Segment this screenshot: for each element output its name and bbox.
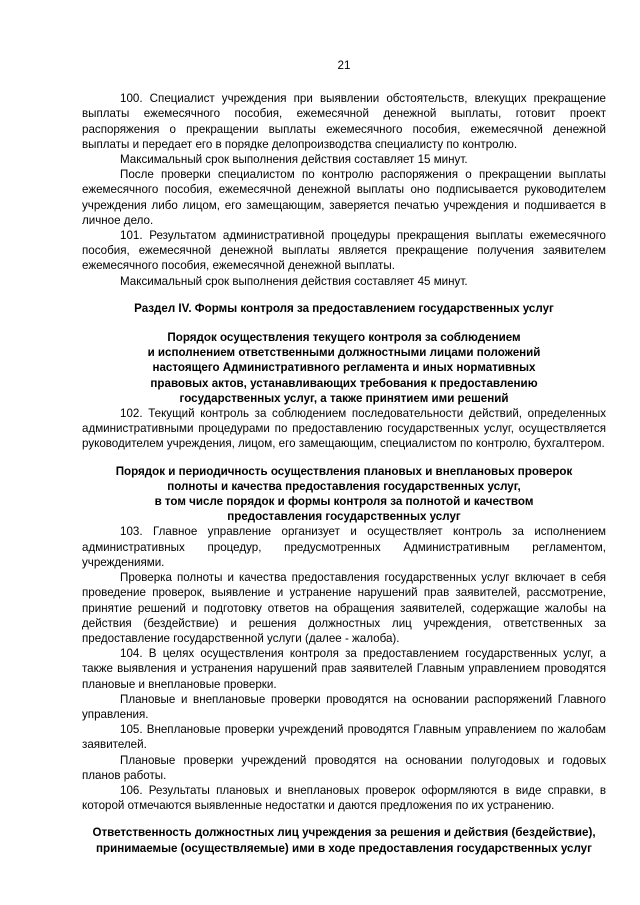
- subheading-line: и исполнением ответственными должностными лицами положений: [147, 346, 541, 360]
- subheading-inspections: [82, 464, 606, 525]
- subheading-line: правовых актов, устанавливающих требования к предоставлению: [150, 376, 538, 390]
- subheading-line: Порядок осуществления текущего контроля за соблюдением: [167, 331, 521, 345]
- subheading-responsibility: [82, 825, 606, 855]
- paragraph-104-orders: Плановые и внеплановые проверки проводятся на основании распоряжений Главного управления.: [82, 692, 606, 721]
- subheading-line: настоящего Административного регламента и иных нормативных: [152, 361, 536, 375]
- subheading-line: предоставления государственных услуг: [227, 510, 461, 524]
- paragraph-103: 103. Главное управление организует и осуществляет контроль за исполнением административных процедур, предусмотренных Административным регламентом, учреждениями.: [82, 525, 606, 569]
- paragraph-105-plans: Плановые проверки учреждений проводятся на основании полугодовых и годовых планов работы.: [82, 753, 606, 782]
- subheading-current-control: [82, 330, 606, 406]
- paragraph-105: 105. Внеплановые проверки учреждений проводятся Главным управлением по жалобам заявителей.: [82, 723, 606, 752]
- paragraph-103-checks: Проверка полноты и качества предоставления государственных услуг включает в себя проведение проверок, выявление и устранение нарушений прав заявителей, рассмотрение, принятие решений и подготовку ответов на обращения заявителей, содержащие жалобы на действия (бездействие) и решения должностных лиц учреждения, ответственных за предоставление государственной услуги (далее - жалоба).: [82, 571, 606, 645]
- subheading-line: принимаемые (осуществляемые) ими в ходе предоставления государственных услуг: [96, 841, 592, 855]
- paragraph-100-signing: После проверки специалистом по контролю распоряжения о прекращении выплаты ежемесячного пособия, ежемесячной денежной выплаты оно подписывается руководителем учреждения либо лицом, его замещающим, заверяется печатью учреждения и подшивается в личное дело.: [82, 168, 606, 227]
- paragraph-100-deadline: Максимальный срок выполнения действия составляет 15 минут.: [120, 153, 468, 167]
- paragraph-104: 104. В целях осуществления контроля за предоставлением государственных услуг, а также выявления и устранения нарушений прав заявителей Главным управлением проводятся плановые и внеплановые проверки.: [82, 647, 606, 691]
- paragraph-100: 100. Специалист учреждения при выявлении обстоятельств, влекущих прекращение выплаты ежемесячного пособия, ежемесячной денежной выплаты, готовит проект распоряжения о прекращении выплаты ежемесячного пособия, ежемесячной денежной выплаты и передает его в порядке делопроизводства специалисту по контролю.: [82, 92, 606, 151]
- subheading-line: Ответственность должностных лиц учреждения за решения и действия (бездействие),: [92, 826, 596, 840]
- paragraph-106: 106. Результаты плановых и внеплановых проверок оформляются в виде справки, в которой отмечаются выявленные недостатки и даются предложения по их устранению.: [82, 783, 606, 813]
- paragraph-102: 102. Текущий контроль за соблюдением последовательности действий, определенных административными процедурами по предоставлению государственных услуг, осуществляется руководителем учреждения, лицом, его замещающим, специалистом по контролю, бухгалтером.: [82, 407, 606, 451]
- paragraph-101-deadline: Максимальный срок выполнения действия составляет 45 минут.: [120, 274, 468, 288]
- subheading-line: Порядок и периодичность осуществления плановых и внеплановых проверок: [115, 464, 573, 478]
- subheading-line: в том числе порядок и формы контроля за полнотой и качеством: [154, 495, 534, 509]
- subheading-line: государственных услуг, а также принятием ими решений: [179, 391, 509, 405]
- paragraph-101: 101. Результатом административной процедуры прекращения выплаты ежемесячного пособия, ежемесячной денежной выплаты является прекращение получения заявителем ежемесячного пособия, ежемесячной денежной выплаты.: [82, 229, 606, 273]
- section-title: Раздел IV. Формы контроля за предоставлением государственных услуг: [134, 301, 554, 315]
- page-number: 21: [337, 59, 351, 72]
- subheading-line: полноты и качества предоставления государственных услуг,: [167, 479, 521, 493]
